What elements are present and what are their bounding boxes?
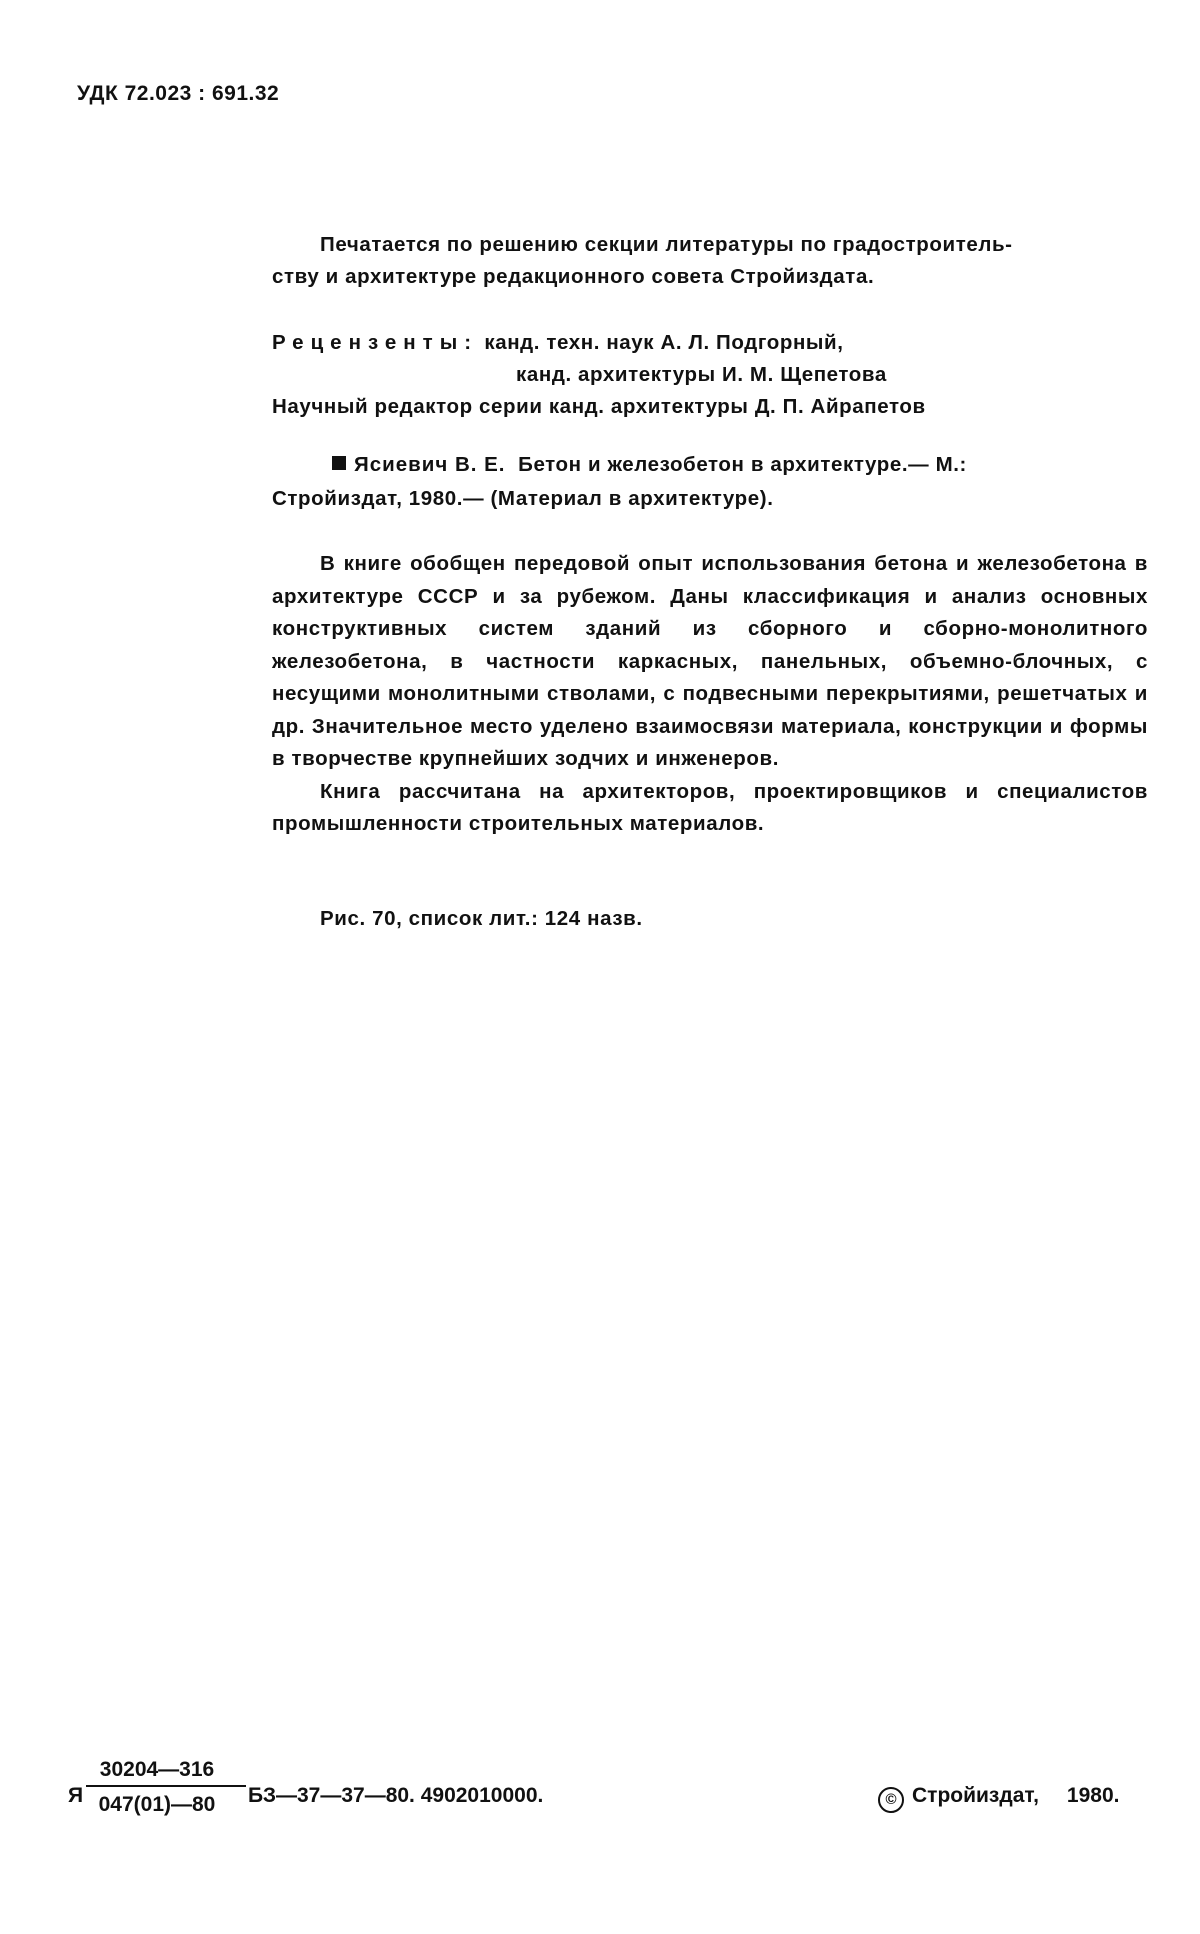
udk-code: УДК 72.023 : 691.32 xyxy=(77,82,280,105)
bibliographic-record xyxy=(272,449,1148,517)
index-denominator: 047(01)—80 xyxy=(98,1793,216,1816)
index-letter: Я xyxy=(68,1784,84,1807)
index-numerator: 30204—316 xyxy=(99,1758,215,1781)
figures-and-references-count: Рис. 70, список лит.: 124 назв. xyxy=(320,907,643,930)
reviewers-block xyxy=(272,327,1148,423)
book-title: Бетон и железобетон в архитектуре.— М.: xyxy=(518,453,967,476)
annotation-paragraph-2: Книга рассчитана на архитекторов, проектировщиков и специалистов промышленности строительных материалов. xyxy=(272,779,1148,835)
printing-approval-line-2: ству и архитектуре редакционного совета Стройиздата. xyxy=(272,265,875,288)
bibliographic-line-1 xyxy=(272,449,1148,483)
reviewer-2: канд. архитектуры И. М. Щепетова xyxy=(516,363,887,386)
index-code: БЗ—37—37—80. 4902010000. xyxy=(248,1784,544,1807)
book-author: Ясиевич В. Е. xyxy=(354,453,506,476)
copyright-holder: Стройиздат, xyxy=(912,1784,1039,1807)
copyright-notice xyxy=(878,1784,1119,1813)
annotation-paragraph-1: В книге обобщен передовой опыт использования бетона и железобетона в архитектуре СССР и за рубежом. Даны классификация и анализ основных конструктивных систем зданий из сборного и сборно-монолитного железобетона, в частности каркасных, панельных, объемно-блочных, с несущими монолитными стволами, с подвесными перекрытиями, решетчатых и др. Значительное место уделено взаимосвязи материала, конструкции и формы в творчестве крупнейших зодчих и инженеров. xyxy=(272,552,1148,770)
printing-approval-line-1: Печатается по решению секции литературы по градостроитель- xyxy=(320,233,1013,256)
copyright-year: 1980. xyxy=(1066,1784,1120,1807)
printing-approval-note xyxy=(272,229,1148,293)
copyright-icon: © xyxy=(878,1787,904,1813)
reviewer-row-1 xyxy=(272,327,1148,359)
reviewer-1: канд. техн. наук А. Л. Подгорный, xyxy=(484,331,844,354)
reviewers-label: Рецензенты: xyxy=(272,331,479,354)
catalog-marker-icon xyxy=(332,456,346,470)
index-fraction xyxy=(92,1758,222,1817)
annotation xyxy=(272,548,1148,841)
series-editor: Научный редактор серии канд. архитектуры Д. П. Айрапетов xyxy=(272,395,926,418)
bibliographic-line-2: Стройиздат, 1980.— (Материал в архитектуре). xyxy=(272,487,774,510)
